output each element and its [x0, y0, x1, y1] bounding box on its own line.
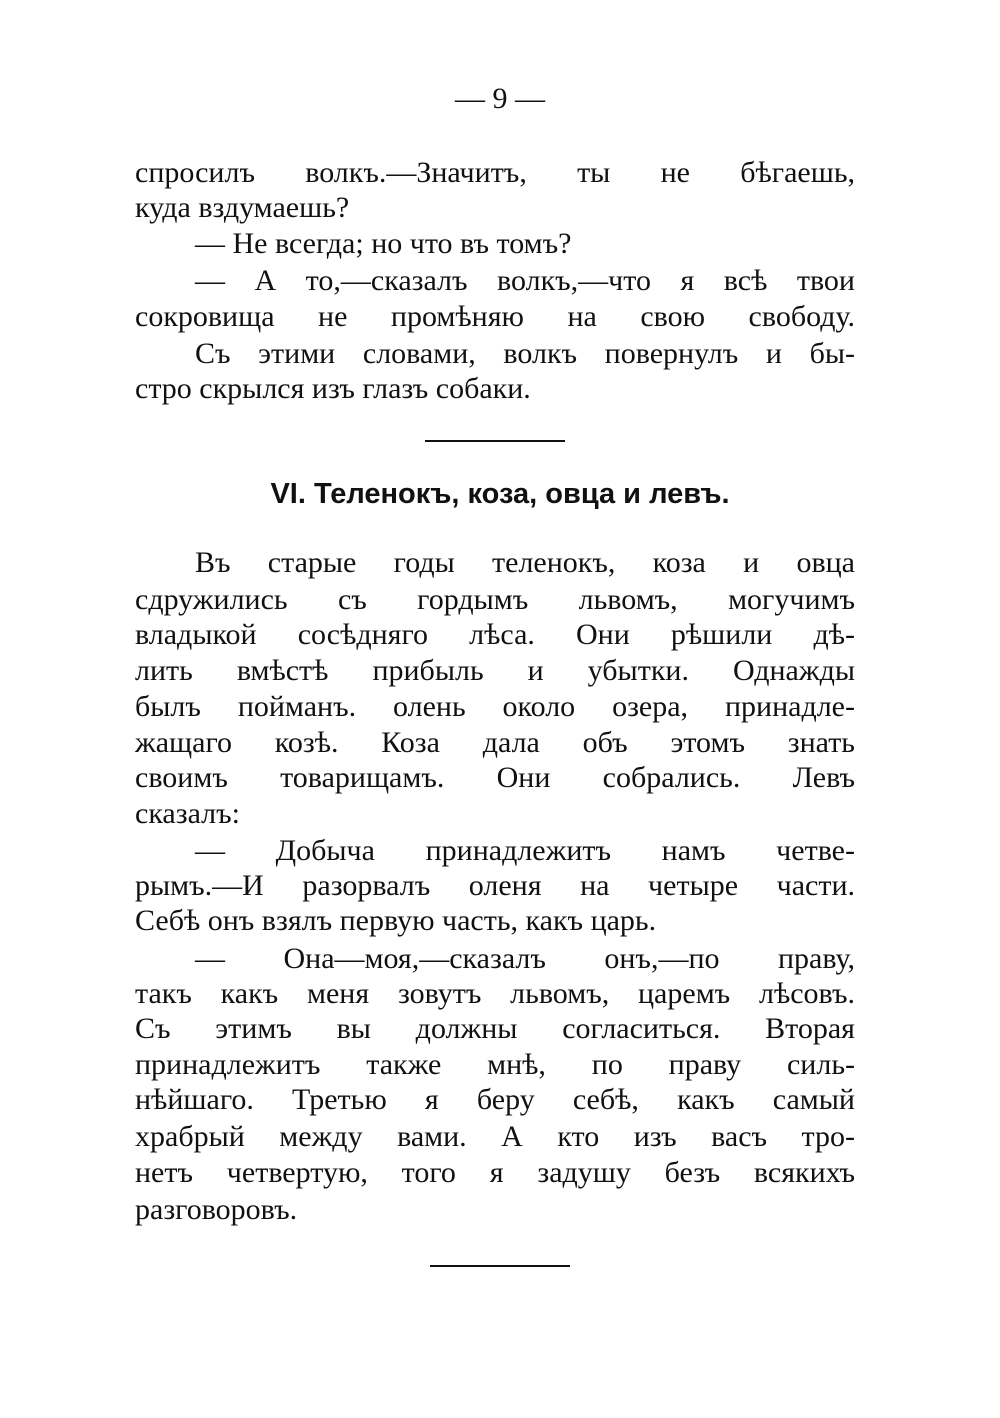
text-line: владыкой сосѣдняго лѣса. Они рѣшили дѣ- — [135, 618, 855, 651]
text-line: Себѣ онъ взялъ первую часть, какъ царь. — [135, 904, 657, 937]
text-line: — А то,—сказалъ волкъ,—что я всѣ твои — [195, 264, 855, 297]
text-line: храбрый между вами. А кто изъ васъ тро- — [135, 1120, 855, 1153]
section-divider — [430, 1265, 570, 1267]
text-line: сдружились съ гордымъ львомъ, могучимъ — [135, 583, 855, 616]
text-line: былъ пойманъ. олень около озера, принадле- — [135, 690, 855, 723]
text-line: нетъ четвертую, того я задушу безъ всякихъ — [135, 1156, 855, 1189]
text-line: — Она—моя,—сказалъ онъ,—по праву, — [195, 942, 855, 975]
section-heading: VI. Теленокъ, коза, овца и левъ. — [270, 478, 730, 510]
text-line: такъ какъ меня зовутъ львомъ, царемъ лѣсовъ. — [135, 977, 855, 1010]
text-line: рымъ.—И разорвалъ оленя на четыре части. — [135, 869, 855, 902]
text-line: спросилъ волкъ.—Значитъ, ты не бѣгаешь, — [135, 156, 855, 189]
text-line: Съ этимъ вы должны согласиться. Вторая — [135, 1012, 855, 1045]
text-line: нѣйшаго. Третью я беру себѣ, какъ самый — [135, 1083, 855, 1116]
text-line: принадлежитъ также мнѣ, по праву силь- — [135, 1048, 855, 1081]
text-line: лить вмѣстѣ прибыль и убытки. Однажды — [135, 654, 855, 687]
text-line: своимъ товарищамъ. Они собрались. Левъ — [135, 761, 855, 794]
text-line: — Не всегда; но что въ томъ? — [195, 227, 572, 260]
text-line: сказалъ: — [135, 797, 240, 830]
text-line: Въ старые годы теленокъ, коза и овца — [195, 546, 855, 579]
text-line: сокровища не промѣняю на свою свободу. — [135, 300, 855, 333]
page-number: — 9 — — [455, 82, 545, 115]
text-line: жащаго козѣ. Коза дала объ этомъ знать — [135, 726, 855, 759]
section-divider — [425, 440, 565, 442]
text-line: куда вздумаешь? — [135, 191, 350, 224]
text-line: Съ этими словами, волкъ повернулъ и бы- — [195, 337, 855, 370]
text-line: — Добыча принадлежитъ намъ четве- — [195, 834, 855, 867]
text-line: стро скрылся изъ глазъ собаки. — [135, 372, 531, 405]
text-line: разговоровъ. — [135, 1193, 298, 1226]
